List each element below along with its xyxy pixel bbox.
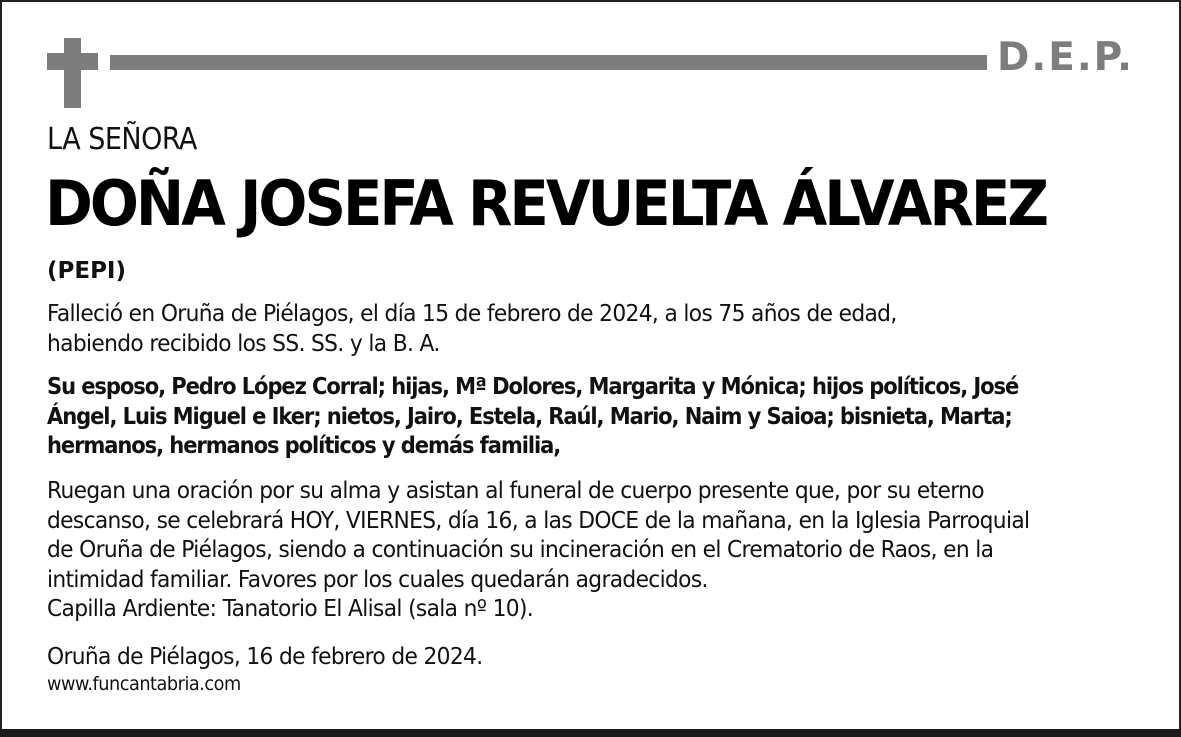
- dep-label: D.E.P.: [997, 35, 1134, 80]
- website-link[interactable]: www.funcantabria.com: [47, 673, 241, 695]
- text-line: hermanos, hermanos políticos y demás familia,: [47, 431, 561, 459]
- text-line: de Oruña de Piélagos, siendo a continuación su incineración en el Crematorio de Raos, en la: [47, 535, 994, 563]
- bottom-border: [0, 729, 1181, 737]
- place-date: Oruña de Piélagos, 16 de febrero de 2024.: [47, 642, 483, 670]
- text-line: Su esposo, Pedro López Corral; hijas, Mª Dolores, Margarita y Mónica; hijos políticos, José: [47, 372, 1019, 400]
- funeral-paragraph: [47, 476, 1029, 624]
- text-line: Falleció en Oruña de Piélagos, el día 15 de febrero de 2024, a los 75 años de edad,: [47, 299, 897, 327]
- text-line: intimidad familiar. Favores por los cuales quedarán agradecidos.: [47, 564, 708, 593]
- text-line: Ruegan una oración por su alma y asistan al funeral de cuerpo presente que, por su eterno: [47, 476, 984, 504]
- honorific: LA SEÑORA: [47, 122, 197, 157]
- text-line: Capilla Ardiente: Tanatorio El Alisal (sala nº 10).: [47, 594, 534, 622]
- family-paragraph: [47, 372, 1018, 461]
- death-notice-paragraph: [47, 299, 897, 358]
- header-rule: [110, 55, 987, 70]
- text-line: habiendo recibido los SS. SS. y la B. A.: [47, 328, 440, 357]
- text-line: Ángel, Luis Miguel e Iker; nietos, Jairo, Estela, Raúl, Mario, Naim y Saioa; bisnieta, Marta;: [47, 401, 1012, 430]
- nickname: (PEPI): [47, 258, 127, 284]
- text-line: descanso, se celebrará HOY, VIERNES, día 16, a las DOCE de la mañana, en la Iglesia Parroquial: [47, 505, 1030, 534]
- deceased-name: DOÑA JOSEFA REVUELTA ÁLVAREZ: [45, 167, 1047, 240]
